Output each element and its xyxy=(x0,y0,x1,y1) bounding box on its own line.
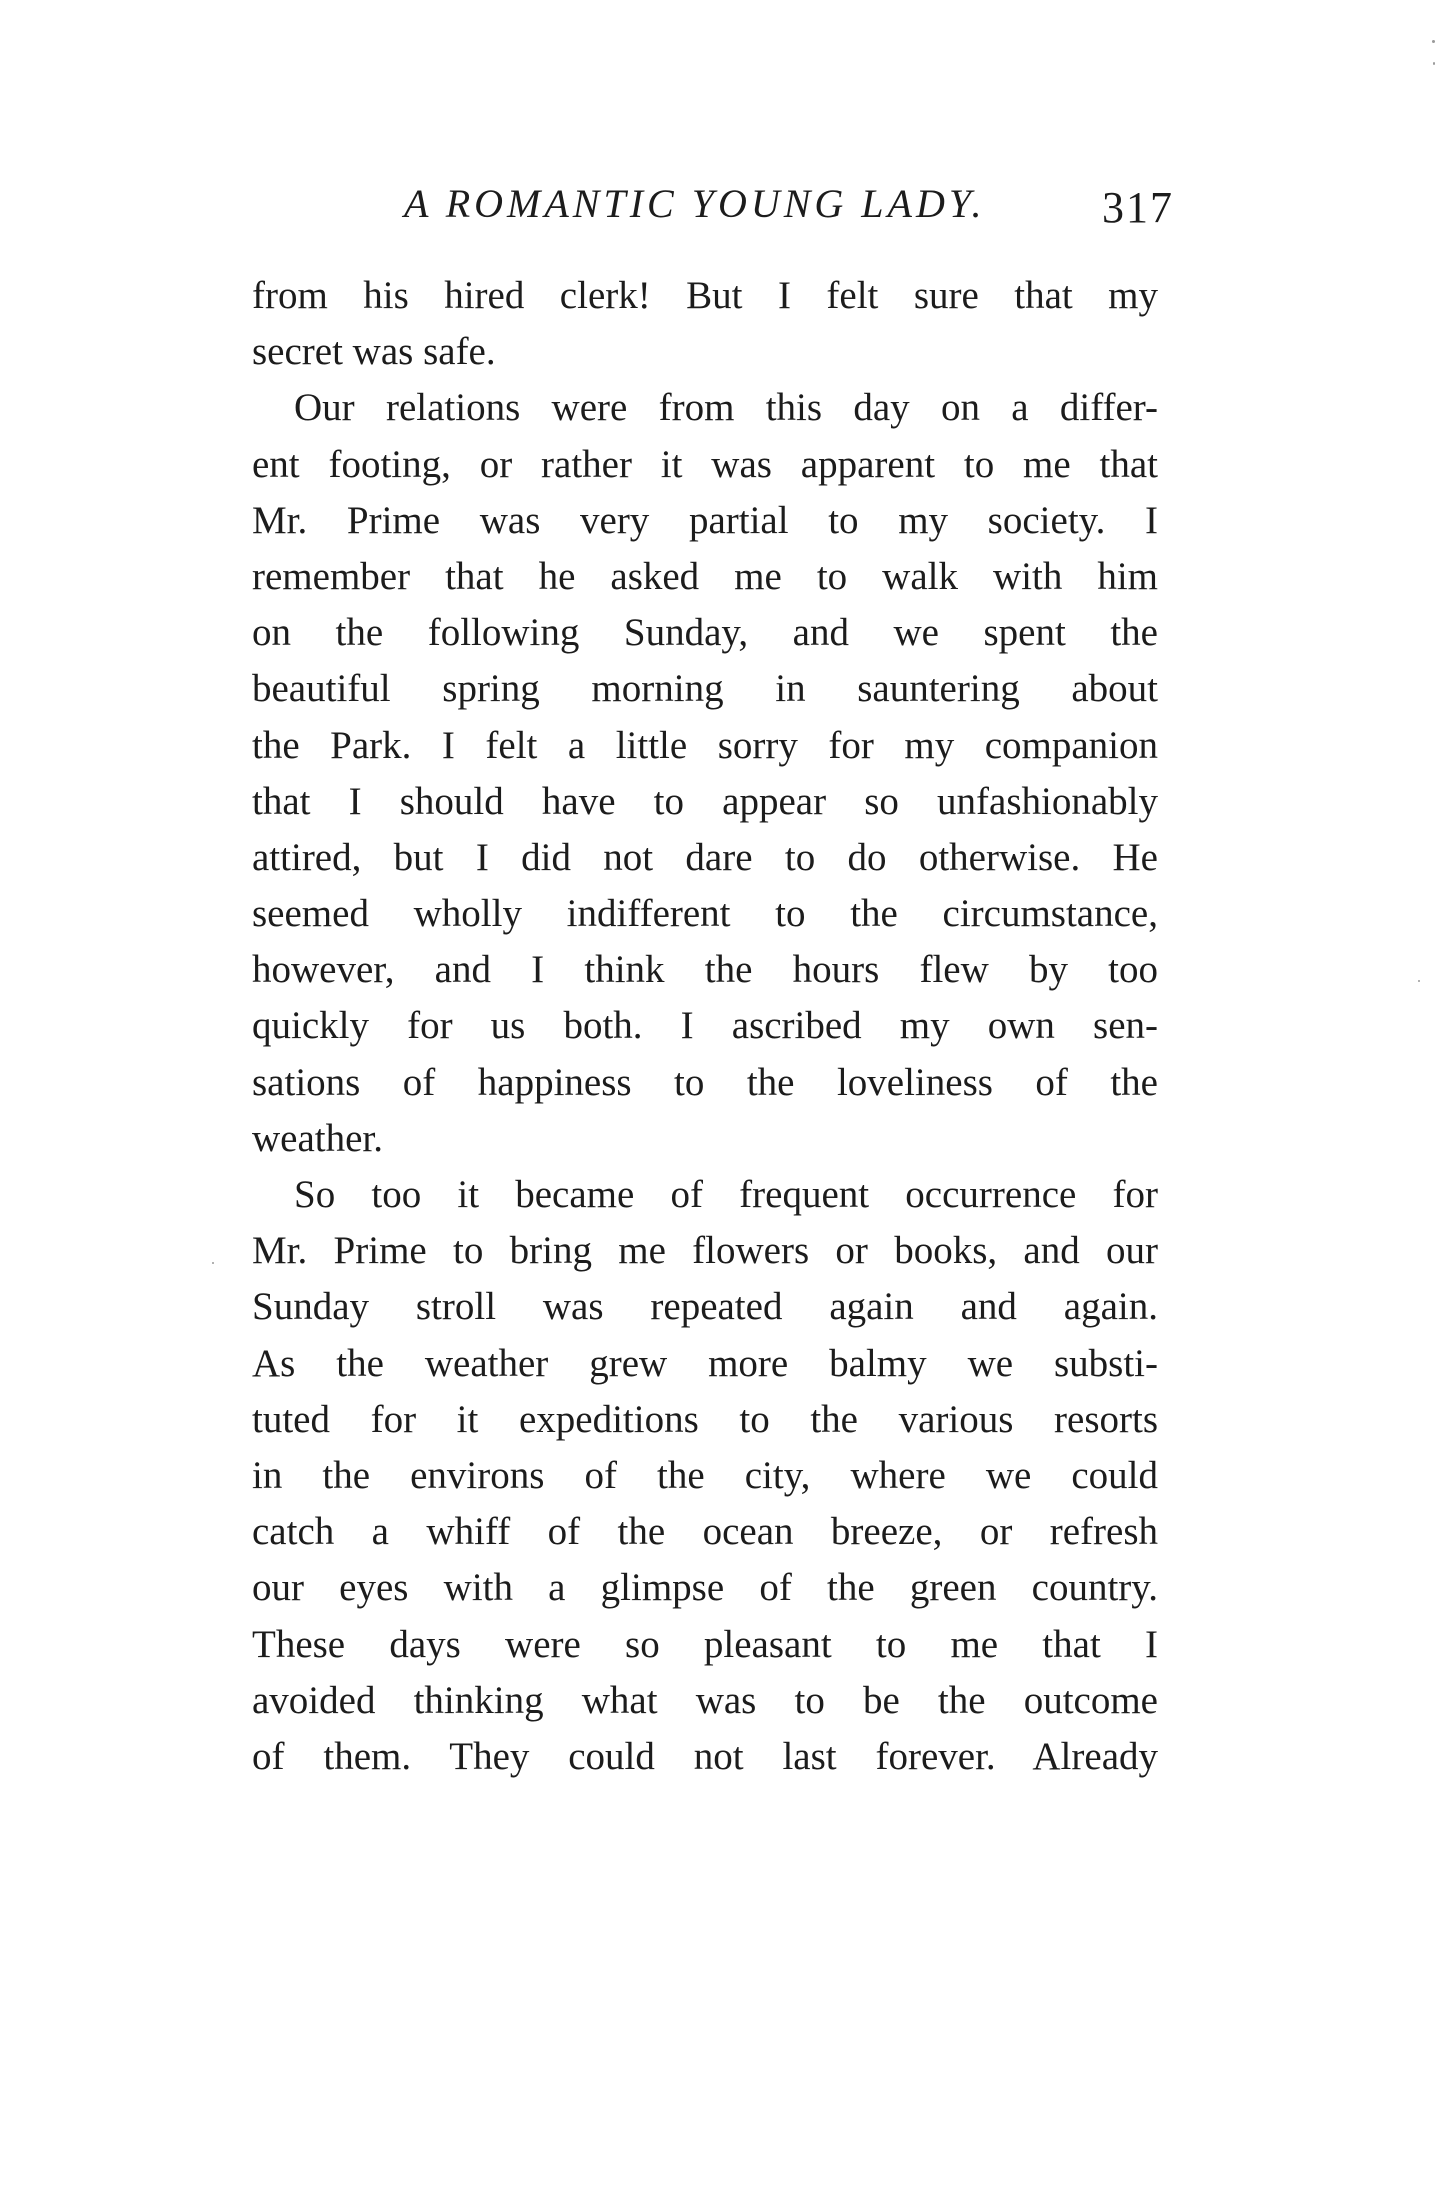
text-line: our eyes with a glimpse of the green country. xyxy=(252,1566,1158,1610)
text-line: Mr. Prime to bring me flowers or books, and our xyxy=(252,1229,1158,1273)
text-line: tuted for it expeditions to the various resorts xyxy=(252,1397,1158,1441)
text-line: Sunday stroll was repeated again and again. xyxy=(252,1285,1158,1329)
running-title: A ROMANTIC YOUNG LADY. xyxy=(404,181,986,226)
text-line: sations of happiness to the loveliness of the xyxy=(252,1060,1158,1104)
running-header xyxy=(254,180,1174,240)
text-line: catch a whiff of the ocean breeze, or refresh xyxy=(252,1510,1158,1554)
scan-speck xyxy=(1432,40,1435,43)
scan-speck xyxy=(1433,62,1435,65)
text-line: from his hired clerk! But I felt sure that my xyxy=(252,274,1158,317)
text-line: attired, but I did not dare to do otherwise. He xyxy=(252,835,1158,879)
text-line: that I should have to appear so unfashionably xyxy=(252,779,1158,823)
body-text xyxy=(252,268,1158,1785)
text-line: ent footing, or rather it was apparent to me that xyxy=(252,442,1158,486)
text-line: Mr. Prime was very partial to my society. I xyxy=(252,498,1158,542)
text-line: avoided thinking what was to be the outcome xyxy=(252,1678,1158,1722)
text-line: on the following Sunday, and we spent the xyxy=(252,611,1158,655)
text-line: So too it became of frequent occurrence for xyxy=(294,1173,1158,1216)
scan-speck xyxy=(1418,980,1420,982)
text-line: secret was safe. xyxy=(252,330,496,374)
text-line: These days were so pleasant to me that I xyxy=(252,1622,1158,1666)
text-line: in the environs of the city, where we could xyxy=(252,1453,1158,1497)
text-line: As the weather grew more balmy we substi- xyxy=(252,1341,1158,1385)
text-line: of them. They could not last forever. Already xyxy=(252,1734,1158,1778)
text-line: quickly for us both. I ascribed my own sen- xyxy=(252,1004,1158,1048)
text-line: weather. xyxy=(252,1116,384,1160)
text-line: seemed wholly indifferent to the circumstance, xyxy=(252,892,1158,936)
text-line: remember that he asked me to walk with him xyxy=(252,554,1158,598)
text-line: beautiful spring morning in sauntering about xyxy=(252,667,1158,711)
scan-speck xyxy=(212,1262,214,1264)
text-line: however, and I think the hours flew by too xyxy=(252,948,1158,992)
text-line: the Park. I felt a little sorry for my companion xyxy=(252,723,1158,767)
page-number: 317 xyxy=(1102,183,1174,232)
text-line: Our relations were from this day on a differ- xyxy=(294,386,1158,430)
